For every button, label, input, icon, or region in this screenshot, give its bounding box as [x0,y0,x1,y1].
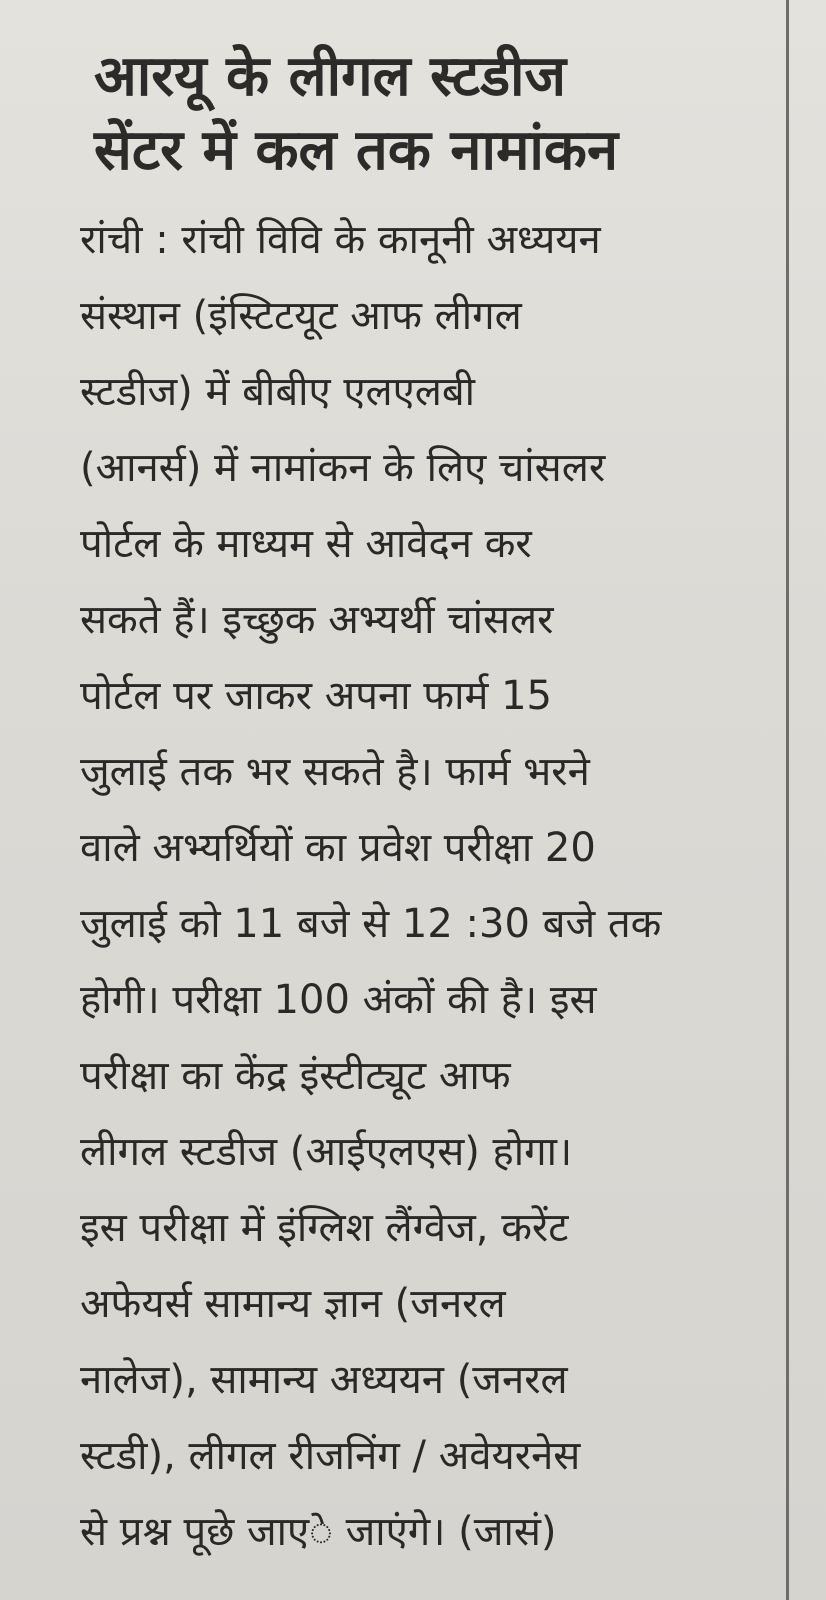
body-line: जुलाई को 11 बजे से 12 :30 बजे तक [80,901,662,947]
body-line: अफेयर्स सामान्य ज्ञान (जनरल [80,1281,506,1327]
body-line: संस्थान (इंस्टिटयूट आफ लीगल [80,293,522,339]
headline-line: आरयू के लीगल स्टडीज [94,44,567,109]
body-line: वाले अभ्यर्थियों का प्रवेश परीक्षा 20 [80,825,596,871]
body-line: सकते हैं। इच्छुक अभ्यर्थी चांसलर [80,597,554,643]
body-line: स्टडीज) में बीबीए एलएलबी [80,369,476,415]
news-article [80,40,760,1570]
body-line: से प्रश्न पूछे जाएे जाएंगे। (जासं) [80,1509,557,1555]
body-line: जुलाई तक भर सकते है। फार्म भरने [80,749,590,795]
body-line: होगी। परीक्षा 100 अंकों की है। इस [80,977,597,1023]
body-line: रांची : रांची विवि के कानूनी अध्ययन [80,217,601,263]
body-line: नालेज), सामान्य अध्ययन (जनरल [80,1357,568,1403]
article-headline [80,40,760,188]
body-line: इस परीक्षा में इंग्लिश लैंग्वेज, करेंट [80,1205,569,1251]
column-divider [786,0,789,1600]
body-line: पोर्टल पर जाकर अपना फार्म 15 [80,673,552,719]
body-line: स्टडी), लीगल रीजनिंग / अवेयरनेस [80,1433,581,1479]
article-body [80,202,760,1570]
body-line: लीगल स्टडीज (आईएलएस) होगा। [80,1129,573,1175]
body-line: (आनर्स) में नामांकन के लिए चांसलर [80,445,606,491]
body-line: पोर्टल के माध्यम से आवेदन कर [80,521,532,567]
headline-line: सेंटर में कल तक नामांकन [94,118,619,183]
body-line: परीक्षा का केंद्र इंस्टीट्यूट आफ [80,1053,511,1099]
